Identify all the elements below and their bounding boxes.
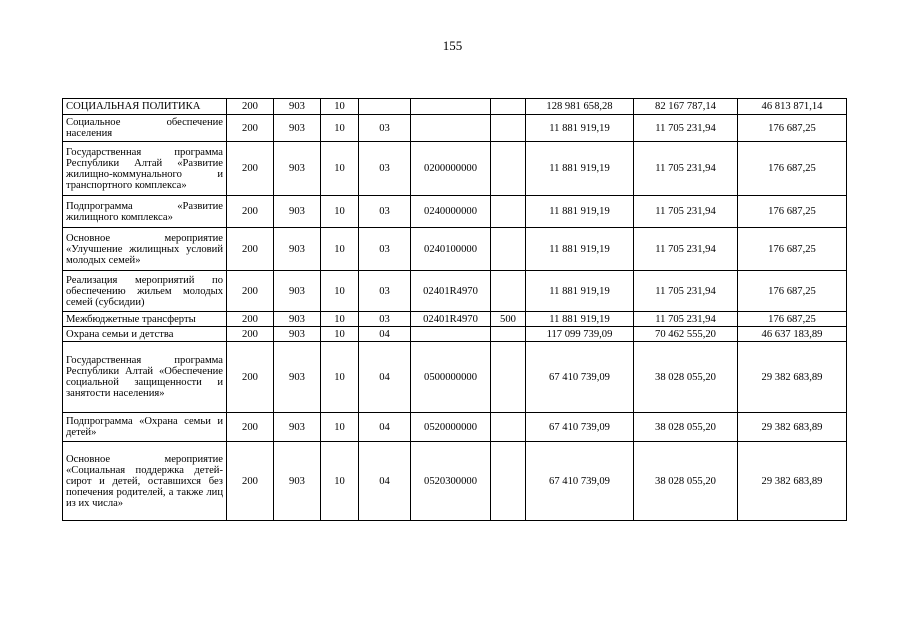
- cell-section-code: 10: [321, 312, 359, 327]
- cell-ministry-code: 200: [227, 196, 274, 228]
- row-name: Основное мероприятие «Социальная поддержка детей-сирот и детей, оставшихся без попечения родителей, а также лиц из их числа»: [63, 442, 227, 521]
- cell-amount-1: 67 410 739,09: [526, 342, 634, 413]
- table-row: [63, 142, 847, 196]
- cell-chapter-code: 903: [274, 142, 321, 196]
- cell-chapter-code: 903: [274, 115, 321, 142]
- cell-section-code: 10: [321, 228, 359, 271]
- cell-section-code: 10: [321, 142, 359, 196]
- cell-amount-2: 11 705 231,94: [634, 142, 738, 196]
- cell-ministry-code: 200: [227, 312, 274, 327]
- cell-chapter-code: 903: [274, 442, 321, 521]
- cell-ministry-code: 200: [227, 413, 274, 442]
- table-row: [63, 196, 847, 228]
- table-row: [63, 442, 847, 521]
- cell-ministry-code: 200: [227, 142, 274, 196]
- cell-amount-1: 11 881 919,19: [526, 115, 634, 142]
- cell-subsection-code: 04: [359, 413, 411, 442]
- cell-amount-2: 70 462 555,20: [634, 327, 738, 342]
- cell-amount-1: 67 410 739,09: [526, 413, 634, 442]
- cell-type-code: [491, 196, 526, 228]
- cell-amount-1: 11 881 919,19: [526, 196, 634, 228]
- cell-type-code: [491, 99, 526, 115]
- cell-chapter-code: 903: [274, 327, 321, 342]
- cell-subsection-code: 03: [359, 142, 411, 196]
- cell-section-code: 10: [321, 342, 359, 413]
- cell-chapter-code: 903: [274, 99, 321, 115]
- cell-chapter-code: 903: [274, 413, 321, 442]
- cell-section-code: 10: [321, 413, 359, 442]
- table-row: [63, 413, 847, 442]
- cell-amount-3: 46 637 183,89: [738, 327, 847, 342]
- cell-subsection-code: 03: [359, 228, 411, 271]
- cell-ministry-code: 200: [227, 327, 274, 342]
- cell-type-code: [491, 142, 526, 196]
- cell-subsection-code: 03: [359, 271, 411, 312]
- cell-chapter-code: 903: [274, 196, 321, 228]
- cell-amount-3: 29 382 683,89: [738, 342, 847, 413]
- cell-type-code: [491, 115, 526, 142]
- table-row: [63, 228, 847, 271]
- cell-amount-2: 82 167 787,14: [634, 99, 738, 115]
- cell-target-code: [411, 99, 491, 115]
- cell-type-code: [491, 413, 526, 442]
- row-name: Межбюджетные трансферты: [63, 312, 227, 327]
- cell-amount-3: 176 687,25: [738, 142, 847, 196]
- cell-subsection-code: 03: [359, 196, 411, 228]
- cell-amount-2: 38 028 055,20: [634, 413, 738, 442]
- cell-ministry-code: 200: [227, 99, 274, 115]
- cell-amount-3: 176 687,25: [738, 312, 847, 327]
- cell-target-code: 0520300000: [411, 442, 491, 521]
- cell-section-code: 10: [321, 327, 359, 342]
- row-name: Реализация мероприятий по обеспечению жильем молодых семей (субсидии): [63, 271, 227, 312]
- cell-target-code: 0240100000: [411, 228, 491, 271]
- page-number: 155: [442, 38, 463, 53]
- cell-chapter-code: 903: [274, 228, 321, 271]
- cell-target-code: 02401R4970: [411, 271, 491, 312]
- cell-ministry-code: 200: [227, 228, 274, 271]
- table-row: [63, 312, 847, 327]
- cell-section-code: 10: [321, 196, 359, 228]
- cell-amount-3: 176 687,25: [738, 228, 847, 271]
- cell-subsection-code: 04: [359, 442, 411, 521]
- cell-target-code: [411, 327, 491, 342]
- table-row: [63, 271, 847, 312]
- row-name: Подпрограмма «Охрана семьи и детей»: [63, 413, 227, 442]
- cell-amount-2: 11 705 231,94: [634, 228, 738, 271]
- cell-amount-2: 38 028 055,20: [634, 342, 738, 413]
- cell-ministry-code: 200: [227, 115, 274, 142]
- cell-amount-1: 11 881 919,19: [526, 312, 634, 327]
- cell-type-code: [491, 271, 526, 312]
- cell-amount-3: 29 382 683,89: [738, 442, 847, 521]
- table-row: [63, 115, 847, 142]
- cell-amount-3: 176 687,25: [738, 115, 847, 142]
- cell-type-code: [491, 342, 526, 413]
- cell-target-code: [411, 115, 491, 142]
- cell-section-code: 10: [321, 99, 359, 115]
- cell-ministry-code: 200: [227, 271, 274, 312]
- cell-chapter-code: 903: [274, 342, 321, 413]
- row-name: Подпрограмма «Развитие жилищного комплекса»: [63, 196, 227, 228]
- cell-chapter-code: 903: [274, 312, 321, 327]
- cell-amount-3: 29 382 683,89: [738, 413, 847, 442]
- cell-amount-1: 128 981 658,28: [526, 99, 634, 115]
- row-name: Социальное обеспечение населения: [63, 115, 227, 142]
- cell-amount-2: 11 705 231,94: [634, 196, 738, 228]
- cell-subsection-code: 04: [359, 327, 411, 342]
- cell-target-code: 0500000000: [411, 342, 491, 413]
- cell-subsection-code: 03: [359, 115, 411, 142]
- cell-section-code: 10: [321, 271, 359, 312]
- cell-amount-2: 11 705 231,94: [634, 271, 738, 312]
- table-row: [63, 327, 847, 342]
- cell-type-code: 500: [491, 312, 526, 327]
- row-name: Основное мероприятие «Улучшение жилищных условий молодых семей»: [63, 228, 227, 271]
- row-name: Охрана семьи и детства: [63, 327, 227, 342]
- row-name: СОЦИАЛЬНАЯ ПОЛИТИКА: [63, 99, 227, 115]
- cell-type-code: [491, 228, 526, 271]
- cell-amount-1: 117 099 739,09: [526, 327, 634, 342]
- cell-type-code: [491, 327, 526, 342]
- cell-target-code: 0520000000: [411, 413, 491, 442]
- cell-section-code: 10: [321, 442, 359, 521]
- cell-amount-1: 67 410 739,09: [526, 442, 634, 521]
- cell-chapter-code: 903: [274, 271, 321, 312]
- cell-amount-3: 176 687,25: [738, 271, 847, 312]
- cell-target-code: 02401R4970: [411, 312, 491, 327]
- table-body: [63, 99, 847, 521]
- cell-subsection-code: 04: [359, 342, 411, 413]
- cell-ministry-code: 200: [227, 442, 274, 521]
- cell-ministry-code: 200: [227, 342, 274, 413]
- cell-amount-2: 38 028 055,20: [634, 442, 738, 521]
- row-name: Государственная программа Республики Алтай «Обеспечение социальной защищенности и занятости населения»: [63, 342, 227, 413]
- cell-section-code: 10: [321, 115, 359, 142]
- cell-subsection-code: [359, 99, 411, 115]
- cell-target-code: 0200000000: [411, 142, 491, 196]
- cell-type-code: [491, 442, 526, 521]
- table-row: [63, 99, 847, 115]
- cell-amount-1: 11 881 919,19: [526, 228, 634, 271]
- cell-amount-2: 11 705 231,94: [634, 115, 738, 142]
- row-name: Государственная программа Республики Алтай «Развитие жилищно-коммунального и транспортного комплекса»: [63, 142, 227, 196]
- cell-target-code: 0240000000: [411, 196, 491, 228]
- table-row: [63, 342, 847, 413]
- cell-amount-3: 176 687,25: [738, 196, 847, 228]
- cell-amount-1: 11 881 919,19: [526, 142, 634, 196]
- cell-amount-3: 46 813 871,14: [738, 99, 847, 115]
- cell-subsection-code: 03: [359, 312, 411, 327]
- cell-amount-1: 11 881 919,19: [526, 271, 634, 312]
- cell-amount-2: 11 705 231,94: [634, 312, 738, 327]
- budget-table: [62, 98, 847, 521]
